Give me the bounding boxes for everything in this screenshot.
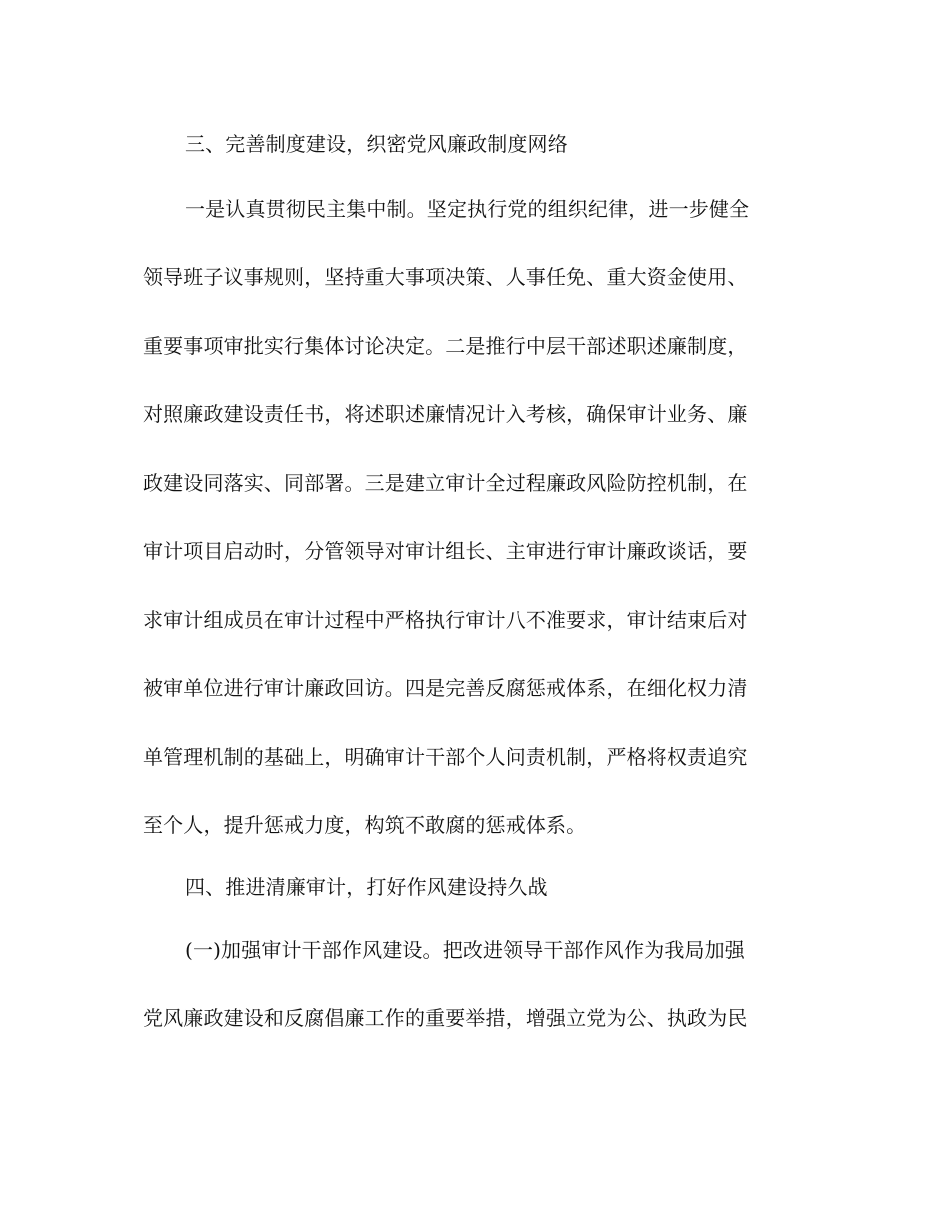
paragraph-line: 至个人，提升惩戒力度，构筑不敢腐的惩戒体系。	[143, 813, 587, 837]
paragraph-line: 求审计组成员在审计过程中严格执行审计八不准要求，审计结束后对	[143, 608, 748, 632]
paragraph-line: 被审单位进行审计廉政回访。四是完善反腐惩戒体系，在细化权力清	[143, 676, 748, 700]
section-heading-4: 四、推进清廉审计，打好作风建设持久战	[185, 875, 548, 899]
paragraph-line: 政建设同落实、同部署。三是建立审计全过程廉政风险防控机制，在	[143, 471, 748, 495]
paragraph-line: 党风廉政建设和反腐倡廉工作的重要举措，增强立党为公、执政为民	[143, 1006, 748, 1030]
section-heading-3: 三、完善制度建设，织密党风廉政制度网络	[185, 132, 568, 156]
paragraph-line: 对照廉政建设责任书，将述职述廉情况计入考核，确保审计业务、廉	[143, 402, 748, 426]
paragraph-line: 重要事项审批实行集体讨论决定。二是推行中层干部述职述廉制度，	[143, 334, 748, 358]
paragraph-line: (一)加强审计干部作风建设。把改进领导干部作风作为我局加强	[185, 938, 745, 962]
paragraph-line: 单管理机制的基础上，明确审计干部个人问责机制，严格将权责追究	[143, 745, 748, 769]
paragraph-line: 一是认真贯彻民主集中制。坚定执行党的组织纪律，进一步健全	[185, 197, 750, 221]
paragraph-line: 领导班子议事规则，坚持重大事项决策、人事任免、重大资金使用、	[143, 265, 748, 289]
paragraph-line: 审计项目启动时，分管领导对审计组长、主审进行审计廉政谈话，要	[143, 539, 748, 563]
